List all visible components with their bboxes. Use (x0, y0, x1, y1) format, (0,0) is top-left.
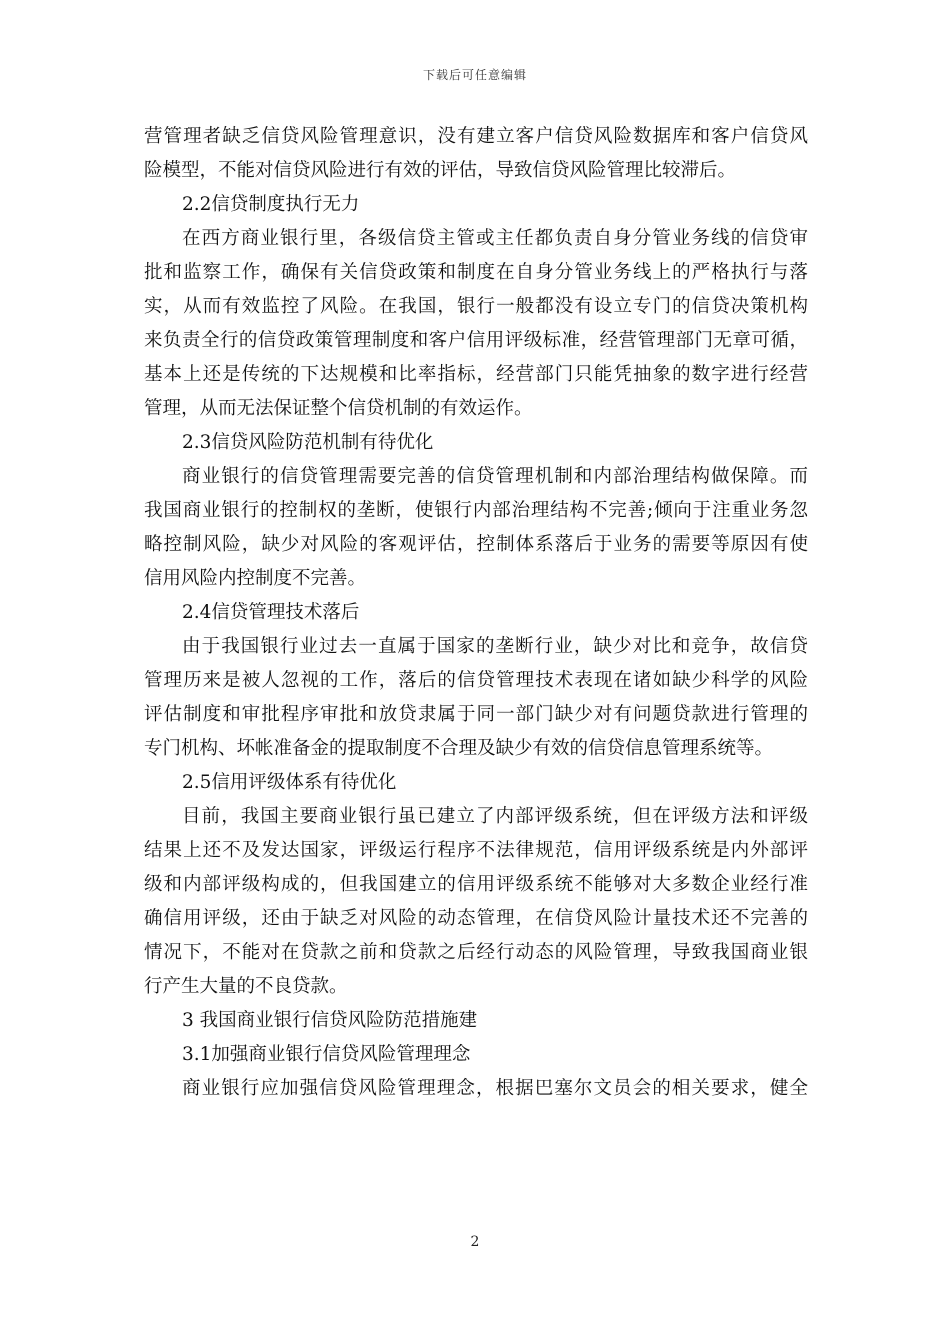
text-line: 管理历来是被人忽视的工作，落后的信贷管理技术表现在诸如缺少科学的风险 (144, 670, 808, 691)
text-line: 2.2信贷制度执行无力 (182, 194, 360, 215)
text-line: 营管理者缺乏信贷风险管理意识，没有建立客户信贷风险数据库和客户信贷风 (144, 126, 808, 147)
text-line: 2.4信贷管理技术落后 (182, 602, 360, 623)
text-line: 行产生大量的不良贷款。 (144, 976, 348, 997)
page-number: 2 (470, 1234, 480, 1250)
text-line: 级和内部评级构成的，但我国建立的信用评级系统不能够对大多数企业经行准 (144, 874, 808, 895)
text-line: 来负责全行的信贷政策管理制度和客户信用评级标准，经营管理部门无章可循， (144, 330, 808, 351)
text-line: 商业银行应加强信贷风险管理理念，根据巴塞尔文员会的相关要求，健全 (182, 1078, 808, 1099)
text-line: 评估制度和审批程序审批和放贷隶属于同一部门缺少对有问题贷款进行管理的 (144, 704, 808, 725)
text-line: 3 我国商业银行信贷风险防范措施建 (182, 1010, 478, 1031)
text-line: 批和监察工作，确保有关信贷政策和制度在自身分管业务线上的严格执行与落 (144, 262, 808, 283)
text-line: 商业银行的信贷管理需要完善的信贷管理机制和内部治理结构做保障。而 (182, 466, 808, 487)
text-line: 我国商业银行的控制权的垄断，使银行内部治理结构不完善;倾向于注重业务忽 (144, 500, 808, 521)
text-line: 目前，我国主要商业银行虽已建立了内部评级系统，但在评级方法和评级 (182, 806, 808, 827)
text-line: 3.1加强商业银行信贷风险管理理念 (182, 1044, 471, 1065)
text-line: 管理，从而无法保证整个信贷机制的有效运作。 (144, 398, 533, 419)
text-line: 2.5信用评级体系有待优化 (182, 772, 397, 793)
text-line: 在西方商业银行里，各级信贷主管或主任都负责自身分管业务线的信贷审 (182, 228, 808, 249)
text-line: 情况下，不能对在贷款之前和贷款之后经行动态的风险管理，导致我国商业银 (144, 942, 808, 963)
document-body (144, 120, 808, 1106)
text-line: 基本上还是传统的下达规模和比率指标，经营部门只能凭抽象的数字进行经营 (144, 364, 808, 385)
text-line: 结果上还不及发达国家，评级运行程序不法律规范，信用评级系统是内外部评 (144, 840, 808, 861)
text-line: 略控制风险，缺少对风险的客观评估，控制体系落后于业务的需要等原因有使 (144, 534, 808, 555)
text-line: 2.3信贷风险防范机制有待优化 (182, 432, 434, 453)
text-line: 险模型，不能对信贷风险进行有效的评估，导致信贷风险管理比较滞后。 (144, 160, 737, 181)
text-line: 确信用评级，还由于缺乏对风险的动态管理，在信贷风险计量技术还不完善的 (144, 908, 808, 929)
text-line: 专门机构、坏帐准备金的提取制度不合理及缺少有效的信贷信息管理系统等。 (144, 738, 774, 759)
page-header-note: 下载后可任意编辑 (422, 68, 527, 82)
text-line: 实，从而有效监控了风险。在我国，银行一般都没有设立专门的信贷决策机构 (144, 296, 808, 317)
text-line: 由于我国银行业过去一直属于国家的垄断行业，缺少对比和竞争，故信贷 (182, 636, 808, 657)
text-line: 信用风险内控制度不完善。 (144, 568, 367, 589)
